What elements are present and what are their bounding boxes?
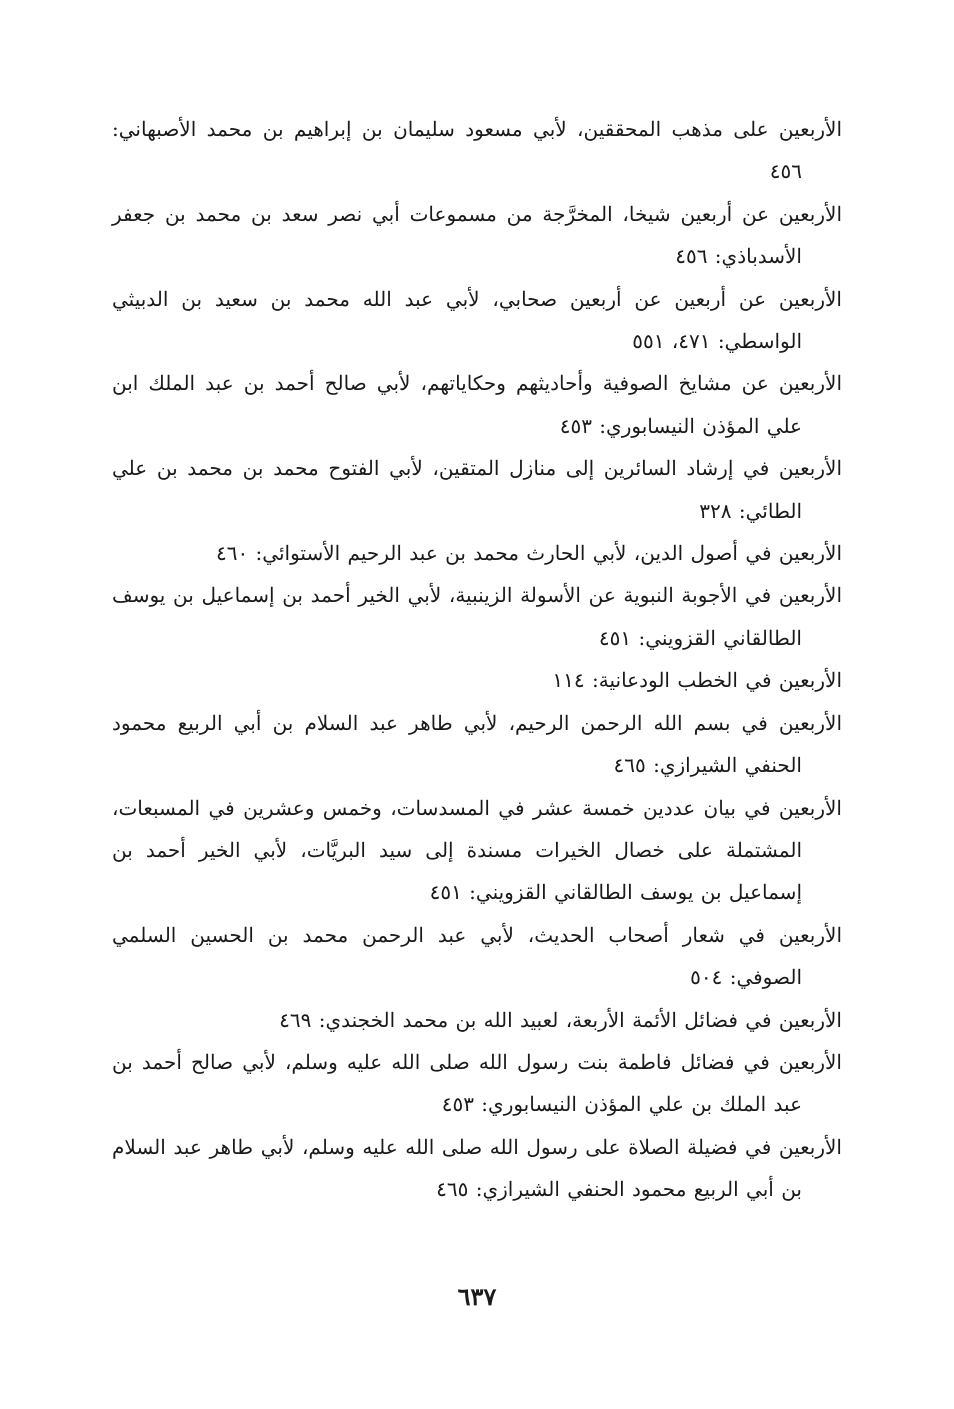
index-list bbox=[112, 108, 842, 1211]
index-entry: الأربعين عن مشايخ الصوفية وأحاديثهم وحكاياتهم، لأبي صالح أحمد بن عبد الملك ابن علي المؤذن النيسابوري: ٤٥٣ bbox=[112, 371, 842, 438]
index-entry: الأربعين في إرشاد السائرين إلى منازل المتقين، لأبي الفتوح محمد بن محمد بن علي الطائي: ٣٢٨ bbox=[112, 456, 842, 523]
index-entry: الأربعين على مذهب المحققين، لأبي مسعود سليمان بن إبراهيم بن محمد الأصبهاني: ٤٥٦ bbox=[112, 117, 842, 184]
index-entry: الأربعين في شعار أصحاب الحديث، لأبي عبد الرحمن محمد بن الحسين السلمي الصوفي: ٥٠٤ bbox=[112, 922, 842, 990]
index-entry: الأربعين في الأجوبة النبوية عن الأسولة الزينبية، لأبي الخير أحمد بن إسماعيل بن يوسف الطالقاني القزويني: ٤٥١ bbox=[112, 583, 842, 650]
index-entry: الأربعين في بيان عددين خمسة عشر في المسدسات، وخمس وعشرين في المسبعات، المشتملة على خصال الخيرات مسندة إلى سيد البريَّات، لأبي الخير أحمد بن إسماعيل بن يوسف الطالقاني القزويني: ٤٥١ bbox=[112, 795, 842, 905]
index-entry: الأربعين عن أربعين شيخا، المخرَّجة من مسموعات أبي نصر سعد بن محمد بن جعفر الأسدباذي: ٤٥٦ bbox=[112, 201, 842, 269]
index-entry: الأربعين في الخطب الودعانية: ١١٤ bbox=[552, 668, 842, 693]
page-number: ٦٣٧ bbox=[457, 1282, 497, 1311]
index-entry: الأربعين في فضائل الأئمة الأربعة، لعبيد الله بن محمد الخجندي: ٤٦٩ bbox=[279, 1007, 842, 1032]
index-entry: الأربعين عن أربعين عن أربعين صحابي، لأبي عبد الله محمد بن سعيد بن الدبيثي الواسطي: ٤٧١، ٥٥١ bbox=[112, 286, 842, 354]
index-entry: الأربعين في أصول الدين، لأبي الحارث محمد بن عبد الرحيم الأستوائي: ٤٦٠ bbox=[215, 541, 842, 566]
index-entry: الأربعين في بسم الله الرحمن الرحيم، لأبي طاهر عبد السلام بن أبي الربيع محمود الحنفي الشيرازي: ٤٦٥ bbox=[112, 710, 842, 778]
index-entry: الأربعين في فضائل فاطمة بنت رسول الله صلى الله عليه وسلم، لأبي صالح أحمد بن عبد الملك بن علي المؤذن النيسابوري: ٤٥٣ bbox=[112, 1049, 842, 1117]
index-entry: الأربعين في فضيلة الصلاة على رسول الله صلى الله عليه وسلم، لأبي طاهر عبد السلام بن أبي الربيع محمود الحنفي الشيرازي: ٤٦٥ bbox=[112, 1134, 842, 1202]
